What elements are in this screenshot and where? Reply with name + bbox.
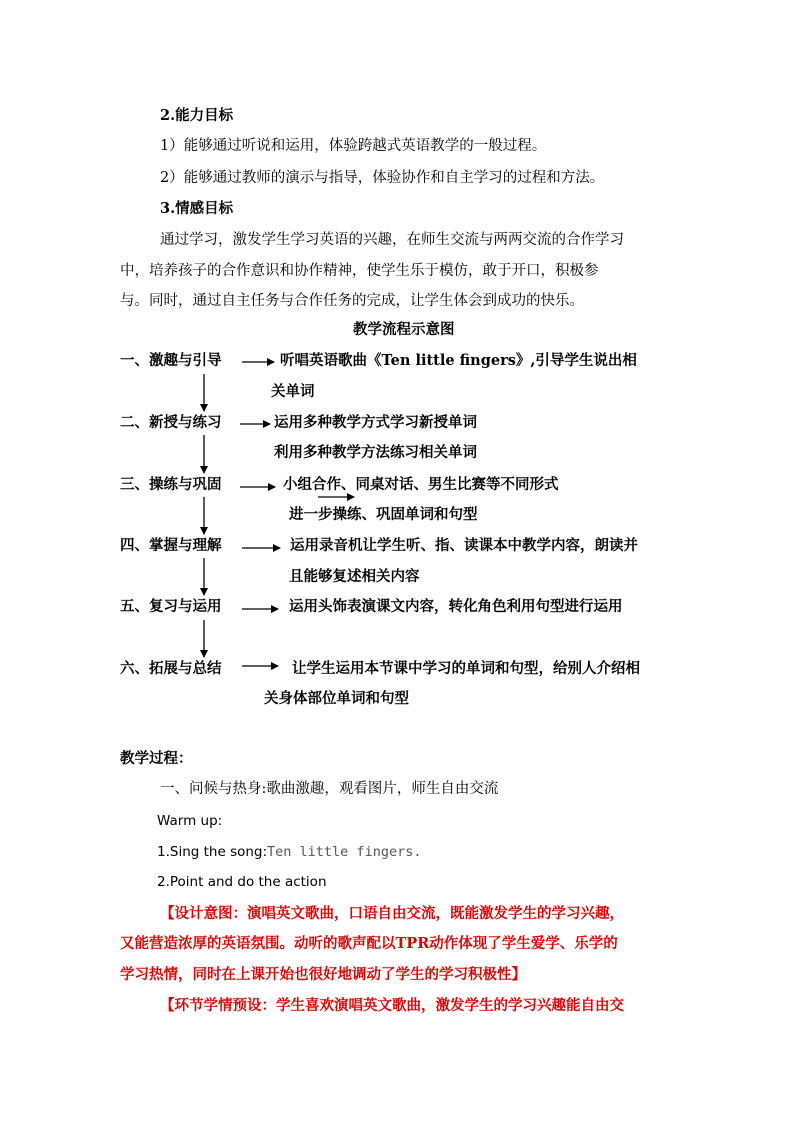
ability-item-2: 2）能够通过教师的演示与指导，体验协作和自主学习的过程和方法。	[160, 170, 605, 186]
emotion-line-1: 通过学习，激发学生学习英语的兴趣，在师生交流与两两交流的合作学习	[160, 232, 624, 248]
flow-title: 教学流程示意图	[353, 321, 455, 338]
emotion-line-2: 中，培养孩子的合作意识和协作精神，使学生乐于模仿，敢于开口，积极参	[120, 263, 599, 279]
flow-step-6-desc-2: 关身体部位单词和句型	[264, 690, 409, 707]
flow-step-6-label: 六、拓展与总结	[120, 660, 222, 677]
flow-step-2-desc-2: 利用多种教学方法练习相关单词	[274, 444, 477, 461]
sing-line	[157, 842, 421, 862]
flow-step-5-label: 五、复习与运用	[120, 598, 222, 615]
flow-step-1-label: 一、激趣与引导	[120, 352, 222, 369]
flow-step-3-desc-1: 小组合作、同桌对话、男生比赛等不同形式	[283, 476, 559, 493]
flow-step-2-desc-1: 运用多种教学方式学习新授单词	[274, 414, 477, 431]
process-heading: 教学过程：	[120, 750, 193, 767]
sing-song-title: Ten little fingers.	[267, 844, 422, 860]
point-line: 2.Point and do the action	[157, 874, 327, 890]
flow-step-4-label: 四、掌握与理解	[120, 537, 222, 554]
ability-item-1: 1）能够通过听说和运用，体验跨越式英语教学的一般过程。	[160, 138, 547, 154]
flow-step-1-desc-1: 听唱英语歌曲《Ten little fingers》,引导学生说出相	[280, 352, 637, 369]
design-intent-1: 【设计意图：演唱英文歌曲，口语自由交流，既能激发学生的学习兴趣，	[160, 905, 624, 922]
warmup-label: Warm up:	[157, 813, 223, 829]
flow-step-5-desc-1: 运用头饰表演课文内容，转化角色利用句型进行运用	[289, 598, 623, 615]
flow-step-2-label: 二、新授与练习	[120, 414, 222, 431]
flow-step-4-desc-2: 且能够复述相关内容	[289, 568, 420, 585]
emotion-line-3: 与。同时，通过自主任务与合作任务的完成，让学生体会到成功的快乐。	[120, 293, 584, 309]
flow-step-1-desc-2: 关单词	[271, 383, 315, 400]
ability-heading: 2.能力目标	[160, 107, 234, 124]
sing-prefix: 1.Sing the song:	[157, 844, 268, 860]
flow-step-6-desc-1: 让学生运用本节课中学习的单词和句型，给别人介绍相	[292, 660, 640, 677]
flow-step-3-desc-2: 进一步操练、巩固单词和句型	[289, 506, 478, 523]
preset-line: 【环节学情预设：学生喜欢演唱英文歌曲，激发学生的学习兴趣能自由交	[160, 997, 624, 1014]
design-intent-3: 学习热情，同时在上课开始也很好地调动了学生的学习积极性】	[120, 966, 526, 983]
design-intent-2: 又能营造浓厚的英语氛围。动听的歌声配以TPR动作体现了学生爱学、乐学的	[120, 935, 618, 952]
flow-step-3-label: 三、操练与巩固	[120, 476, 222, 493]
process-section-1: 一、问候与热身:歌曲激趣，观看图片，师生自由交流	[160, 781, 499, 797]
emotion-heading: 3.情感目标	[160, 200, 234, 217]
flow-step-4-desc-1: 运用录音机让学生听、指、读课本中教学内容，朗读并	[290, 537, 638, 554]
